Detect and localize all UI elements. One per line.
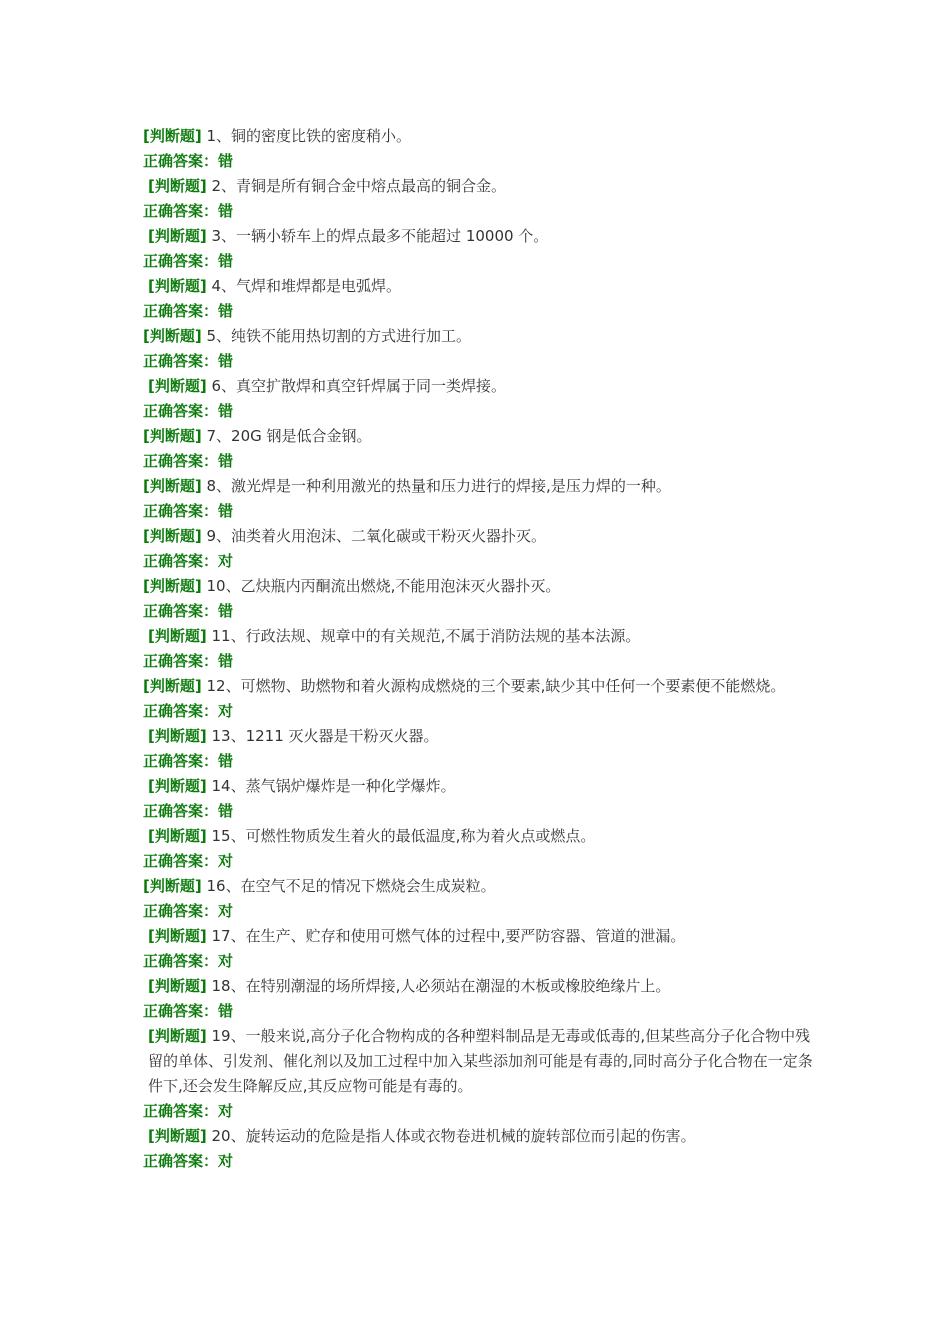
- answer-value: 对: [218, 1102, 234, 1120]
- correct-answer: [143, 699, 813, 724]
- question-text: 、旋转运动的危险是指人体或衣物卷进机械的旋转部位而引起的伤害。: [230, 1127, 696, 1145]
- question-item: [143, 924, 813, 949]
- answer-value: 错: [218, 302, 234, 320]
- question-type-tag: [判断题]: [148, 1127, 207, 1145]
- question-type-tag: [判断题]: [148, 827, 207, 845]
- answer-label: 正确答案：: [143, 202, 219, 220]
- question-text: 、一辆小轿车上的焊点最多不能超过 10000 个。: [221, 227, 549, 245]
- question-number: 19: [211, 1027, 231, 1045]
- question-text: 、真空扩散焊和真空钎焊属于同一类焊接。: [221, 377, 507, 395]
- question-item: [143, 224, 813, 249]
- correct-answer: [143, 249, 813, 274]
- question-number: 2: [211, 177, 222, 195]
- answer-label: 正确答案：: [143, 702, 219, 720]
- question-number: 17: [211, 927, 231, 945]
- question-item: [143, 774, 813, 799]
- answer-label: 正确答案：: [143, 1002, 219, 1020]
- question-number: 12: [206, 677, 226, 695]
- answer-label: 正确答案：: [143, 802, 219, 820]
- correct-answer: [143, 999, 813, 1024]
- question-item: [143, 1124, 813, 1149]
- correct-answer: [143, 849, 813, 874]
- question-text: 、一般来说,高分子化合物构成的各种塑料制品是无毒或低毒的,但某些高分子化合物中残留的单体、引发剂、催化剂以及加工过程中加入某些添加剂可能是有毒的,同时高分子化合物在一定条件下,还会发生降解反应,其反应物可能是有毒的。: [148, 1027, 813, 1095]
- question-number: 3: [211, 227, 222, 245]
- correct-answer: [143, 149, 813, 174]
- question-item: [143, 124, 813, 149]
- correct-answer: [143, 349, 813, 374]
- question-number: 5: [206, 327, 217, 345]
- question-text: 、乙炔瓶内丙酮流出燃烧,不能用泡沫灭火器扑灭。: [225, 577, 561, 595]
- question-type-tag: [判断题]: [148, 777, 207, 795]
- answer-value: 错: [218, 202, 234, 220]
- question-item: [143, 974, 813, 999]
- question-item: [143, 424, 813, 449]
- question-item: [143, 574, 813, 599]
- question-item: [143, 624, 813, 649]
- question-type-tag: [判断题]: [148, 627, 207, 645]
- question-text: 、可燃性物质发生着火的最低温度,称为着火点或燃点。: [230, 827, 596, 845]
- answer-label: 正确答案：: [143, 1152, 219, 1170]
- answer-value: 错: [218, 602, 234, 620]
- question-number: 1: [206, 127, 217, 145]
- question-text: 、可燃物、助燃物和着火源构成燃烧的三个要素,缺少其中任何一个要素便不能燃烧。: [225, 677, 786, 695]
- question-text: 、油类着火用泡沫、二氧化碳或干粉灭火器扑灭。: [216, 527, 547, 545]
- question-number: 20: [211, 1127, 231, 1145]
- question-number: 18: [211, 977, 231, 995]
- answer-value: 错: [218, 1002, 234, 1020]
- question-item: [143, 374, 813, 399]
- question-text: 、激光焊是一种利用激光的热量和压力进行的焊接,是压力焊的一种。: [216, 477, 671, 495]
- correct-answer: [143, 399, 813, 424]
- answer-label: 正确答案：: [143, 852, 219, 870]
- question-number: 14: [211, 777, 231, 795]
- answer-label: 正确答案：: [143, 752, 219, 770]
- answer-label: 正确答案：: [143, 902, 219, 920]
- question-number: 15: [211, 827, 231, 845]
- question-type-tag: [判断题]: [148, 277, 207, 295]
- question-type-tag: [判断题]: [148, 377, 207, 395]
- question-type-tag: [判断题]: [143, 577, 202, 595]
- question-number: 4: [211, 277, 222, 295]
- answer-label: 正确答案：: [143, 452, 219, 470]
- answer-value: 错: [218, 252, 234, 270]
- answer-value: 错: [218, 352, 234, 370]
- answer-label: 正确答案：: [143, 652, 219, 670]
- correct-answer: [143, 949, 813, 974]
- question-text: 、铜的密度比铁的密度稍小。: [216, 127, 412, 145]
- question-type-tag: [判断题]: [143, 477, 202, 495]
- question-item: [143, 674, 813, 699]
- answer-label: 正确答案：: [143, 152, 219, 170]
- answer-label: 正确答案：: [143, 952, 219, 970]
- answer-value: 对: [218, 702, 234, 720]
- answer-label: 正确答案：: [143, 602, 219, 620]
- question-text: 、1211 灭火器是干粉灭火器。: [230, 727, 439, 745]
- answer-value: 对: [218, 952, 234, 970]
- question-type-tag: [判断题]: [148, 227, 207, 245]
- question-text: 、蒸气锅炉爆炸是一种化学爆炸。: [230, 777, 456, 795]
- question-text: 、20G 钢是低合金钢。: [216, 427, 372, 445]
- question-number: 16: [206, 877, 226, 895]
- question-item: [143, 474, 813, 499]
- answer-label: 正确答案：: [143, 402, 219, 420]
- answer-label: 正确答案：: [143, 552, 219, 570]
- correct-answer: [143, 899, 813, 924]
- answer-value: 错: [218, 502, 234, 520]
- question-text: 、在生产、贮存和使用可燃气体的过程中,要严防容器、管道的泄漏。: [230, 927, 686, 945]
- question-type-tag: [判断题]: [143, 427, 202, 445]
- question-item: [143, 1024, 813, 1099]
- question-type-tag: [判断题]: [143, 877, 202, 895]
- question-type-tag: [判断题]: [148, 927, 207, 945]
- answer-label: 正确答案：: [143, 1102, 219, 1120]
- question-text: 、青铜是所有铜合金中熔点最高的铜合金。: [221, 177, 507, 195]
- answer-value: 错: [218, 752, 234, 770]
- answer-value: 错: [218, 652, 234, 670]
- question-number: 11: [211, 627, 231, 645]
- question-type-tag: [判断题]: [148, 177, 207, 195]
- question-item: [143, 524, 813, 549]
- question-number: 6: [211, 377, 222, 395]
- question-number: 7: [206, 427, 217, 445]
- question-type-tag: [判断题]: [143, 677, 202, 695]
- question-number: 10: [206, 577, 226, 595]
- answer-value: 错: [218, 802, 234, 820]
- answer-value: 错: [218, 452, 234, 470]
- correct-answer: [143, 749, 813, 774]
- question-number: 13: [211, 727, 231, 745]
- correct-answer: [143, 799, 813, 824]
- question-item: [143, 824, 813, 849]
- answer-value: 错: [218, 152, 234, 170]
- question-text: 、在空气不足的情况下燃烧会生成炭粒。: [225, 877, 496, 895]
- answer-value: 错: [218, 402, 234, 420]
- correct-answer: [143, 299, 813, 324]
- question-number: 9: [206, 527, 217, 545]
- answer-value: 对: [218, 902, 234, 920]
- correct-answer: [143, 649, 813, 674]
- question-type-tag: [判断题]: [143, 127, 202, 145]
- question-text: 、行政法规、规章中的有关规范,不属于消防法规的基本法源。: [230, 627, 641, 645]
- question-type-tag: [判断题]: [148, 977, 207, 995]
- question-type-tag: [判断题]: [148, 1027, 207, 1045]
- correct-answer: [143, 599, 813, 624]
- answer-label: 正确答案：: [143, 302, 219, 320]
- question-item: [143, 724, 813, 749]
- question-text: 、气焊和堆焊都是电弧焊。: [221, 277, 402, 295]
- answer-value: 对: [218, 552, 234, 570]
- correct-answer: [143, 499, 813, 524]
- question-list: [143, 124, 813, 1174]
- question-text: 、在特别潮湿的场所焊接,人必须站在潮湿的木板或橡胶绝缘片上。: [230, 977, 671, 995]
- answer-label: 正确答案：: [143, 502, 219, 520]
- correct-answer: [143, 449, 813, 474]
- question-type-tag: [判断题]: [143, 527, 202, 545]
- correct-answer: [143, 549, 813, 574]
- answer-value: 对: [218, 1152, 234, 1170]
- answer-label: 正确答案：: [143, 352, 219, 370]
- correct-answer: [143, 199, 813, 224]
- correct-answer: [143, 1149, 813, 1174]
- question-item: [143, 874, 813, 899]
- question-number: 8: [206, 477, 217, 495]
- question-item: [143, 274, 813, 299]
- question-item: [143, 174, 813, 199]
- answer-value: 对: [218, 852, 234, 870]
- question-type-tag: [判断题]: [148, 727, 207, 745]
- question-item: [143, 324, 813, 349]
- question-text: 、纯铁不能用热切割的方式进行加工。: [216, 327, 472, 345]
- answer-label: 正确答案：: [143, 252, 219, 270]
- question-type-tag: [判断题]: [143, 327, 202, 345]
- correct-answer: [143, 1099, 813, 1124]
